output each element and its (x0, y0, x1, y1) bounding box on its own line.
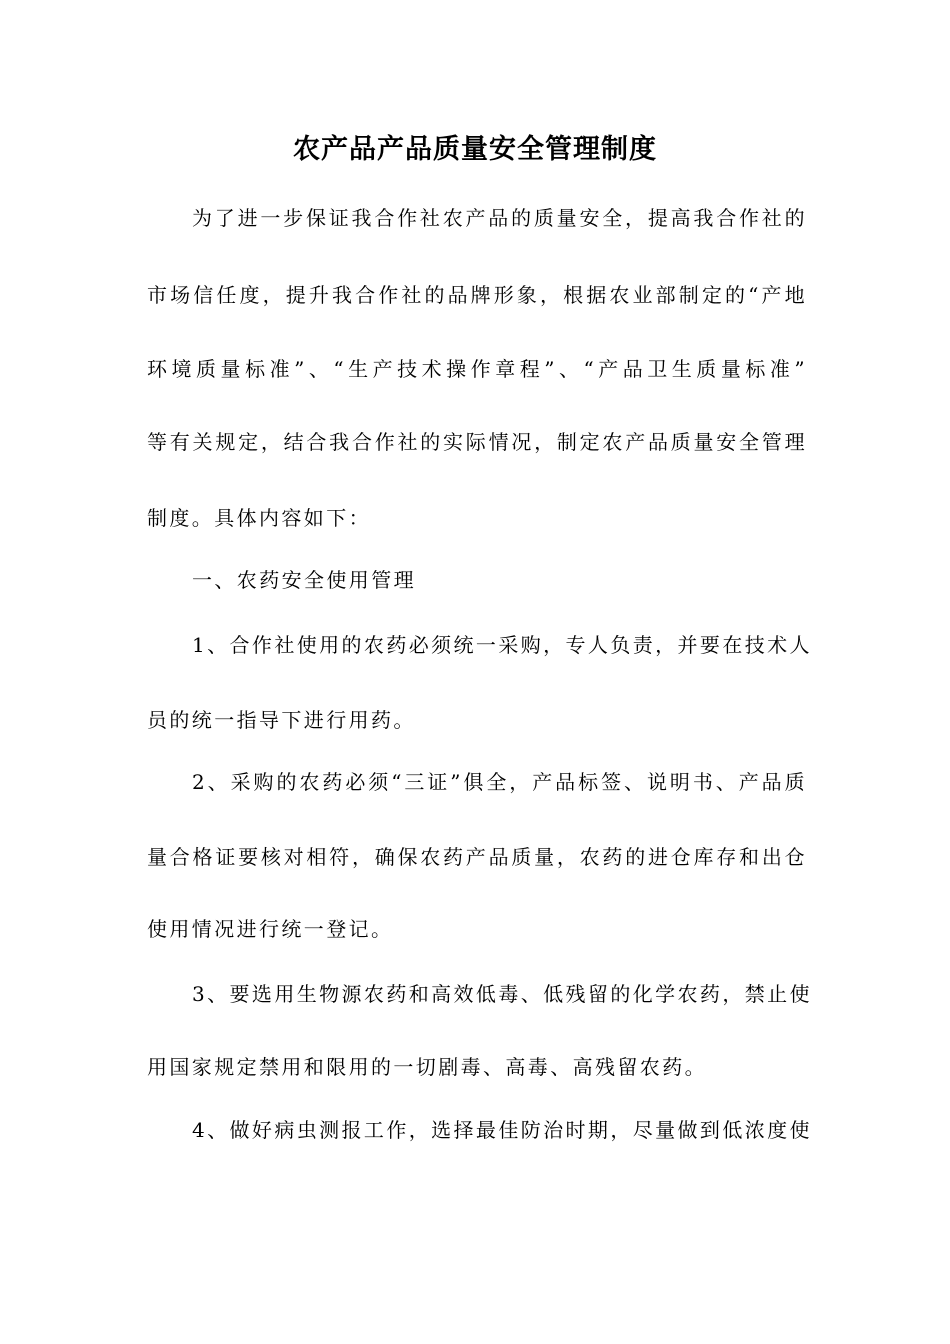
document-title: 农产品产品质量安全管理制度 (293, 134, 657, 165)
paragraph-line: 市场信任度，提升我合作社的品牌形象，根据农业部制定的“产地 (147, 283, 807, 307)
paragraph-line: 等有关规定，结合我合作社的实际情况，制定农产品质量安全管理 (147, 430, 807, 454)
paragraph-line: 制度。具体内容如下： (147, 506, 371, 530)
paragraph-line: 用国家规定禁用和限用的一切剧毒、高毒、高残留农药。 (147, 1055, 707, 1079)
paragraph-line: 使用情况进行统一登记。 (147, 917, 394, 941)
paragraph-line: 3、要选用生物源农药和高效低毒、低残留的化学农药，禁止使 (192, 982, 812, 1006)
paragraph-line: 环境质量标准”、“生产技术操作章程”、“产品卫生质量标准” (147, 357, 807, 381)
paragraph-line: 1、合作社使用的农药必须统一采购，专人负责，并要在技术人 (192, 633, 812, 657)
paragraph-line: 为了进一步保证我合作社农产品的质量安全，提高我合作社的 (192, 206, 807, 230)
paragraph-line: 4、做好病虫测报工作，选择最佳防治时期，尽量做到低浓度使 (192, 1118, 812, 1142)
paragraph-line: 员的统一指导下进行用药。 (147, 708, 416, 732)
paragraph-line: 量合格证要核对相符，确保农药产品质量，农药的进仓库存和出仓 (147, 845, 807, 869)
section-heading: 一、农药安全使用管理 (192, 568, 416, 592)
paragraph-line: 2、采购的农药必须“三证”俱全，产品标签、说明书、产品质 (192, 770, 807, 794)
